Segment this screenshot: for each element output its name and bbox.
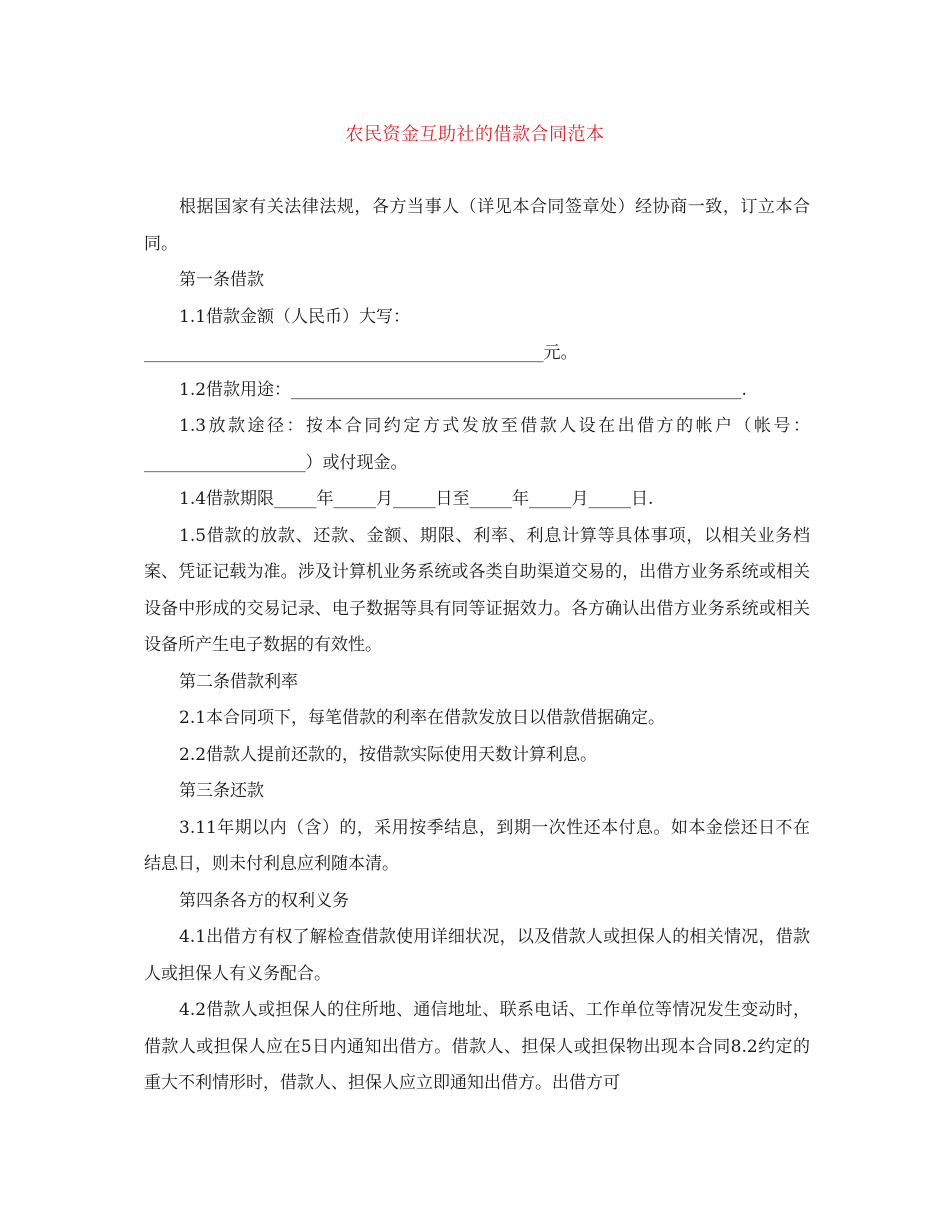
clause-paragraph: 1.1借款金额（人民币）大写： bbox=[179, 306, 411, 327]
clause-paragraph: 1.2借款用途：_____________________________________________________. bbox=[179, 379, 747, 400]
document-title: 农民资金互助社的借款合同范本 bbox=[345, 124, 605, 145]
clause-paragraph: 4.2借款人或担保人的住所地、通信地址、联系电话、工作单位等情况发生变动时，借款人或担保人应在5日内通知出借方。借款人、担保人或担保物出现本合同8.2约定的重大不利情形时，借款人、担保人应立即通知出借方。出借方可 bbox=[144, 1000, 810, 1093]
clause-paragraph: 2.2借款人提前还款的，按借款实际使用天数计算利息。 bbox=[179, 744, 598, 765]
clause-paragraph: 2.1本合同项下，每笔借款的利率在借款发放日以借款借据确定。 bbox=[179, 708, 666, 728]
article-heading: 第三条还款 bbox=[179, 781, 264, 801]
article-heading: 第四条各方的权利义务 bbox=[179, 890, 349, 911]
document-body bbox=[144, 189, 810, 1102]
clause-paragraph: 4.1出借方有权了解检查借款使用详细状况，以及借款人或担保人的相关情况，借款人或担保人有义务配合。 bbox=[144, 927, 810, 984]
clause-paragraph: 3.11年期以内（含）的，采用按季结息，到期一次性还本付息。如本金偿还日不在结息日，则未付利息应利随本清。 bbox=[144, 817, 810, 874]
article-heading: 第一条借款 bbox=[179, 270, 264, 290]
article-heading: 第二条借款利率 bbox=[179, 671, 298, 692]
amount-blank-line: _______________________________________________元。 bbox=[144, 343, 578, 363]
clause-paragraph: 1.4借款期限_____年_____月_____日至_____年_____月_____日. bbox=[179, 489, 654, 509]
clause-paragraph: 1.3放款途径：按本合同约定方式发放至借款人设在出借方的帐户（帐号：___________________）或付现金。 bbox=[144, 416, 810, 473]
preamble-paragraph: 根据国家有关法律法规，各方当事人（详见本合同签章处）经协商一致，订立本合同。 bbox=[144, 197, 810, 254]
clause-paragraph: 1.5借款的放款、还款、金额、期限、利率、利息计算等具体事项，以相关业务档案、凭证记载为准。涉及计算机业务系统或各类自助渠道交易的，出借方业务系统或相关设备中形成的交易记录、电子数据等具有同等证据效力。各方确认出借方业务系统或相关设备所产生电子数据的有效性。 bbox=[144, 525, 810, 655]
